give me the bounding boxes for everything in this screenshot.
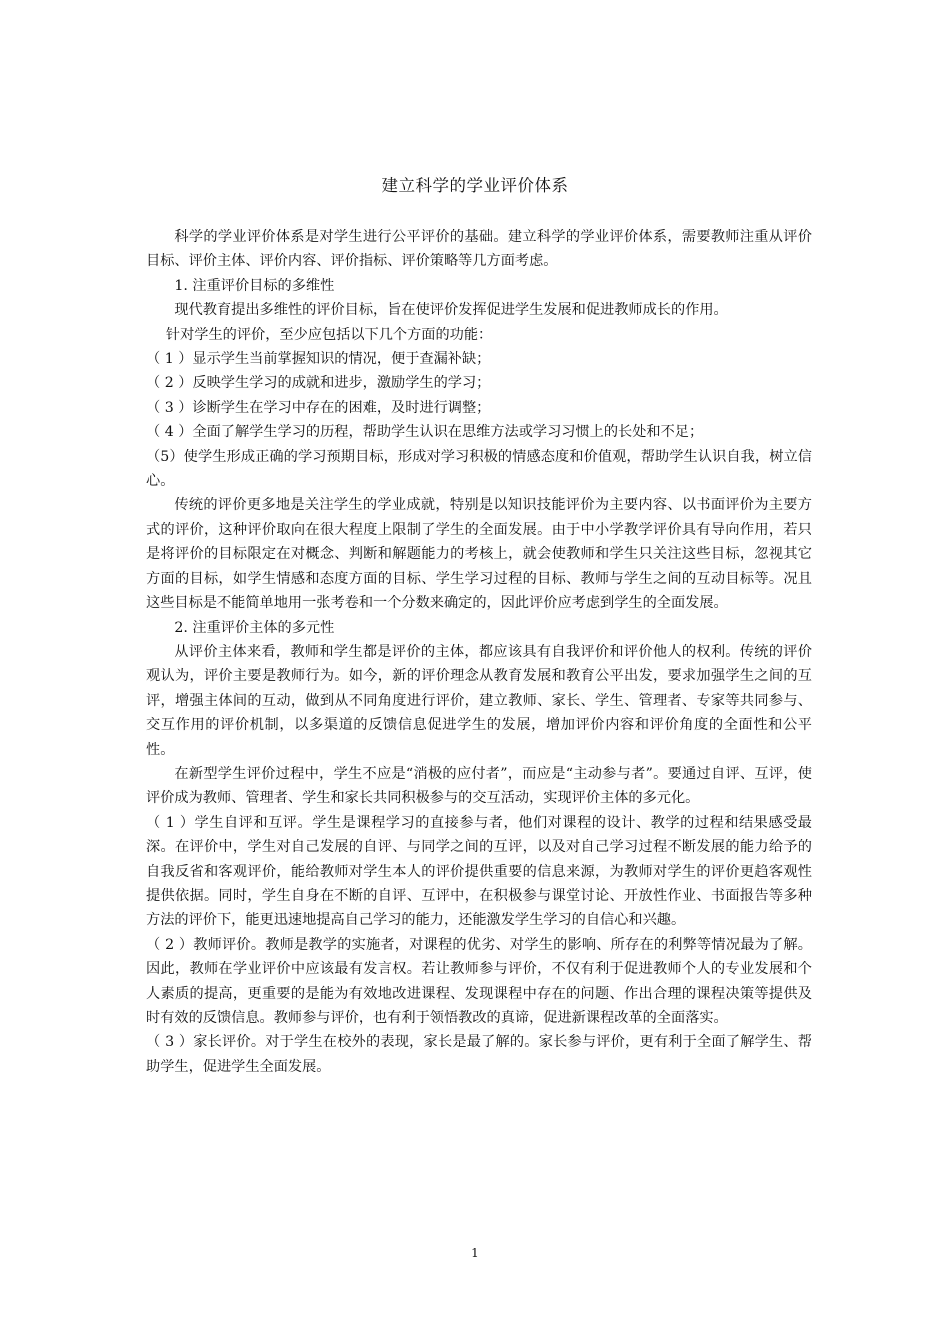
list-item: （ 1 ）显示学生当前掌握知识的情况，便于查漏补缺； [146, 351, 491, 368]
list-item: （ 2 ）教师评价。教师是教学的实施者，对课程的优劣、对学生的影响、所存在的利弊等情况最为了解。因此，教师在学业评价中应该最有发言权。若让教师参与评价，不仅有利于促进教师个人的专业发展和个人素质的提高，更重要的是能为有效地改进课程、发现课程中存在的问题、作出合理的课程决策等提供及时有效的反馈信息。教师参与评价，也有利于领悟教改的真谛，促进新课程改革的全面落实。 [146, 936, 812, 1026]
document-title: 建立科学的学业评价体系 [381, 176, 569, 195]
paragraph: 针对学生的评价，至少应包括以下几个方面的功能： [165, 326, 493, 343]
paragraph: 传统的评价更多地是关注学生的学业成就，特别是以知识技能评价为主要内容、以书面评价为主要方式的评价，这种评价取向在很大程度上限制了学生的全面发展。由于中小学教学评价具有导向作用，若只是将评价的目标限定在对概念、判断和解题能力的考核上，就会使教师和学生只关注这些目标，忽视其它方面的目标，如学生情感和态度方面的目标、学生学习过程的目标、教师与学生之间的互动目标等。况且这些目标是不能简单地用一张考卷和一个分数来确定的，因此评价应考虑到学生的全面发展。 [146, 497, 812, 612]
list-item: （ 2 ）反映学生学习的成就和进步，激励学生的学习； [146, 375, 491, 392]
list-item: （ 3 ）家长评价。对于学生在校外的表现，家长是最了解的。家长参与评价，更有利于全面了解学生、帮助学生，促进学生全面发展。 [146, 1034, 812, 1075]
intro-paragraph: 科学的学业评价体系是对学生进行公平评价的基础。建立科学的学业评价体系，需要教师注重从评价目标、评价主体、评价内容、评价指标、评价策略等几方面考虑。 [146, 229, 812, 270]
list-item: （5）使学生形成正确的学习预期目标，形成对学习积极的情感态度和价值观，帮助学生认识自我，树立信心。 [146, 448, 812, 490]
list-item: （ 4 ）全面了解学生学习的历程，帮助学生认识在思维方法或学习习惯上的长处和不足； [146, 424, 704, 441]
paragraph: 现代教育提出多维性的评价目标，旨在使评价发挥促进学生发展和促进教师成长的作用。 [174, 302, 728, 319]
list-item: （ 1 ）学生自评和互评。学生是课程学习的直接参与者，他们对课程的设计、教学的过程和结果感受最深。在评价中，学生对自己发展的自评、与同学之间的互评，以及对自己学习过程不断发展的能力给予的自我反省和客观评价，能给教师对学生本人的评价提供重要的信息来源，为教师对学生的评价更趋客观性提供依据。同时，学生自身在不断的自评、互评中，在积极参与课堂讨论、开放性作业、书面报告等多种方法的评价下，能更迅速地提高自己学习的能力，还能激发学生学习的自信心和兴趣。 [146, 814, 812, 929]
section-heading-2: 2. 注重评价主体的多元性 [174, 619, 335, 636]
paragraph: 从评价主体来看，教师和学生都是评价的主体，都应该具有自我评价和评价他人的权利。传统的评价观认为，评价主要是教师行为。如今，新的评价理念从教育发展和教育公平出发，要求加强学生之间的互评，增强主体间的互动，做到从不同角度进行评价，建立教师、家长、学生、管理者、专家等共同参与、交互作用的评价机制，以多渠道的反馈信息促进学生的发展，增加评价内容和评价角度的全面性和公平性。 [146, 643, 812, 758]
page-number: 1 [471, 1246, 479, 1260]
list-item: （ 3 ）诊断学生在学习中存在的困难，及时进行调整； [146, 399, 491, 416]
document-body [146, 225, 812, 1079]
section-heading-1: 1. 注重评价目标的多维性 [174, 277, 335, 294]
paragraph: 在新型学生评价过程中，学生不应是“消极的应付者”，而应是“主动参与者”。要通过自评、互评，使评价成为教师、管理者、学生和家长共同积极参与的交互活动，实现评价主体的多元化。 [146, 765, 812, 807]
